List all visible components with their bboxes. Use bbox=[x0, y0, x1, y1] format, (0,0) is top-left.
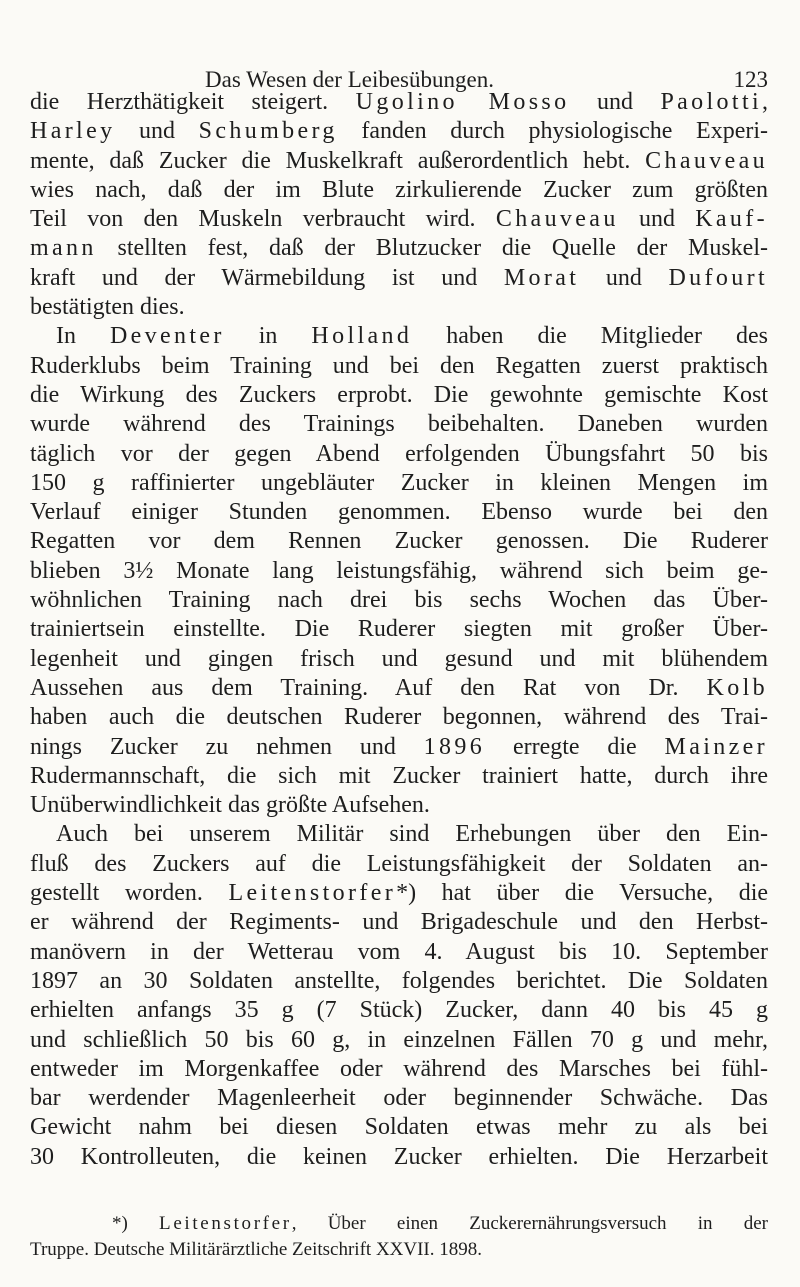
text-segment: manövern in der Wetterau vom 4. August bis 10. September bbox=[30, 938, 768, 965]
spaced-name: Morat bbox=[503, 264, 580, 291]
spaced-name: Mainzer bbox=[664, 733, 768, 760]
spaced-name: Holland bbox=[311, 323, 413, 350]
text-segment: und bbox=[618, 206, 696, 233]
text-line bbox=[30, 879, 768, 908]
text-segment: Regatten vor dem Rennen Zucker genossen. Die Ruderer bbox=[30, 528, 768, 555]
text-segment: bestätigten dies. bbox=[30, 294, 185, 321]
spaced-name: Ugolino Mosso bbox=[355, 89, 570, 115]
text-line bbox=[30, 791, 768, 820]
text-segment: kraft und der Wärmebildung ist und bbox=[30, 264, 504, 291]
text-line bbox=[30, 1113, 768, 1142]
text-line bbox=[30, 586, 768, 615]
text-line bbox=[30, 996, 768, 1025]
text-segment: entweder im Morgenkaffee oder während des Marsches bei fühl- bbox=[30, 1055, 768, 1082]
text-line bbox=[30, 1055, 768, 1084]
text-segment: wies nach, daß der im Blute zirkulierende Zucker zum größten bbox=[30, 176, 768, 203]
text-segment: In bbox=[56, 323, 110, 350]
text-segment: haben die Mitglieder des bbox=[412, 323, 768, 350]
text-segment: legenheit und gingen frisch und gesund und mit blühendem bbox=[30, 645, 768, 672]
text-segment: Ruderklubs beim Training und bei den Regatten zuerst praktisch bbox=[30, 352, 768, 379]
text-line bbox=[30, 557, 768, 586]
text-line bbox=[30, 733, 768, 762]
text-line bbox=[30, 264, 768, 293]
text-line bbox=[30, 234, 768, 263]
spaced-name: mann bbox=[30, 235, 97, 262]
text-line bbox=[30, 469, 768, 498]
text-line bbox=[30, 1143, 768, 1172]
text-segment: und bbox=[579, 264, 669, 291]
text-line bbox=[30, 674, 768, 703]
text-line bbox=[30, 205, 768, 234]
text-line bbox=[30, 381, 768, 410]
running-title: Das Wesen der Leibesübungen. bbox=[205, 67, 494, 92]
text-segment: trainiertsein einstellte. Die Ruderer siegten mit großer Über- bbox=[30, 616, 768, 643]
text-line bbox=[30, 440, 768, 469]
text-segment: die Herzthätigkeit steigert. bbox=[30, 89, 356, 115]
text-line bbox=[30, 938, 768, 967]
spaced-name: Kolb bbox=[706, 674, 768, 701]
text-segment: und schließlich 50 bis 60 g, in einzelnen Fällen 70 g und mehr, bbox=[30, 1026, 768, 1053]
spaced-name: Kauf- bbox=[695, 206, 768, 233]
text-segment: 30 Kontrolleuten, die keinen Zucker erhielten. Die Herzarbeit bbox=[30, 1143, 768, 1170]
text-line bbox=[30, 1026, 768, 1055]
text-segment: fanden durch physiologische Experi- bbox=[337, 118, 768, 145]
text-segment: er während der Regiments- und Brigadeschule und den Herbst- bbox=[30, 909, 768, 936]
text-segment: und bbox=[569, 89, 661, 115]
text-segment: 150 g raffinierter ungebläuter Zucker in kleinen Mengen im bbox=[30, 469, 768, 496]
text-segment: wöhnlichen Training nach drei bis sechs Wochen das Über- bbox=[30, 587, 768, 614]
spaced-name: Schumberg bbox=[198, 118, 338, 145]
text-line bbox=[30, 88, 768, 117]
spaced-name: Paolotti bbox=[660, 89, 763, 115]
text-segment: in bbox=[224, 323, 312, 350]
text-line bbox=[30, 322, 768, 351]
text-line bbox=[30, 176, 768, 205]
spaced-name: Chauveau bbox=[645, 147, 768, 174]
text-line bbox=[30, 762, 768, 791]
text-segment: täglich vor der gegen Abend erfolgenden Übungsfahrt 50 bis bbox=[30, 440, 768, 467]
text-segment: bar werdender Magenleerheit oder beginnender Schwäche. Das bbox=[30, 1085, 768, 1112]
text-line bbox=[30, 645, 768, 674]
text-line bbox=[30, 1237, 768, 1263]
text-segment: Verlauf einiger Stunden genommen. Ebenso wurde bei den bbox=[30, 499, 768, 526]
text-segment: erregte die bbox=[485, 733, 665, 760]
text-line bbox=[30, 117, 768, 146]
text-segment: Truppe. Deutsche Militärärztliche Zeitschrift XXVII. 1898. bbox=[30, 1239, 483, 1260]
text-line bbox=[30, 703, 768, 732]
text-segment: Unüberwindlichkeit das größte Aufsehen. bbox=[30, 792, 430, 819]
text-line bbox=[30, 293, 768, 322]
text-segment: *) bbox=[112, 1213, 160, 1234]
text-line bbox=[30, 147, 768, 176]
text-line bbox=[30, 967, 768, 996]
text-line bbox=[30, 527, 768, 556]
spaced-name: Deventer bbox=[109, 323, 225, 350]
text-segment: die Wirkung des Zuckers erprobt. Die gewohnte gemischte Kost bbox=[30, 381, 768, 408]
text-segment: Auch bei unserem Militär sind Erhebungen über den Ein- bbox=[56, 821, 768, 848]
text-segment: erhielten anfangs 35 g (7 Stück) Zucker, dann 40 bis 45 g bbox=[30, 997, 768, 1024]
text-line bbox=[30, 615, 768, 644]
spaced-name: Leitenstorfer bbox=[159, 1213, 292, 1234]
text-segment: mente, daß Zucker die Muskelkraft außerordentlich hebt. bbox=[30, 147, 646, 174]
text-segment: fluß des Zuckers auf die Leistungsfähigkeit der Soldaten an- bbox=[30, 850, 768, 877]
text-segment: , bbox=[762, 89, 768, 115]
text-segment: Aussehen aus dem Training. Auf den Rat von Dr. bbox=[30, 674, 707, 701]
text-segment: , Über einen Zuckerernährungsversuch in der bbox=[291, 1213, 768, 1234]
text-segment: nings Zucker zu nehmen und bbox=[30, 733, 424, 760]
text-line bbox=[30, 908, 768, 937]
text-segment: 1897 an 30 Soldaten anstellte, folgendes berichtet. Die Soldaten bbox=[30, 967, 768, 994]
text-segment: stellten fest, daß der Blutzucker die Quelle der Muskel- bbox=[96, 235, 768, 262]
text-line bbox=[30, 352, 768, 381]
body-text bbox=[30, 88, 768, 1172]
spaced-name: Dufourt bbox=[668, 264, 768, 291]
spaced-name: 1896 bbox=[423, 733, 486, 760]
footnote bbox=[30, 1211, 768, 1263]
spaced-name: Leitenstorfer bbox=[228, 880, 397, 907]
text-segment: Teil von den Muskeln verbraucht wird. bbox=[30, 206, 496, 233]
text-segment: haben auch die deutschen Ruderer begonnen, während des Trai- bbox=[30, 704, 768, 731]
text-line bbox=[30, 850, 768, 879]
spaced-name: Harley bbox=[30, 118, 116, 145]
text-line bbox=[30, 1211, 768, 1237]
text-line bbox=[30, 1084, 768, 1113]
text-line bbox=[30, 820, 768, 849]
text-segment: Rudermannschaft, die sich mit Zucker trainiert hatte, durch ihre bbox=[30, 762, 768, 789]
text-segment: *) hat über die Versuche, die bbox=[396, 880, 768, 907]
spaced-name: Chauveau bbox=[495, 206, 619, 233]
text-segment: Gewicht nahm bei diesen Soldaten etwas mehr zu als bei bbox=[30, 1114, 768, 1141]
text-segment: gestellt worden. bbox=[30, 880, 229, 907]
text-line bbox=[30, 498, 768, 527]
text-segment: wurde während des Trainings beibehalten. Daneben wurden bbox=[30, 411, 768, 438]
text-segment: und bbox=[115, 118, 199, 145]
text-segment: blieben 3½ Monate lang leistungsfähig, während sich beim ge- bbox=[30, 557, 768, 584]
text-line bbox=[30, 410, 768, 439]
page-number: 123 bbox=[733, 67, 768, 92]
